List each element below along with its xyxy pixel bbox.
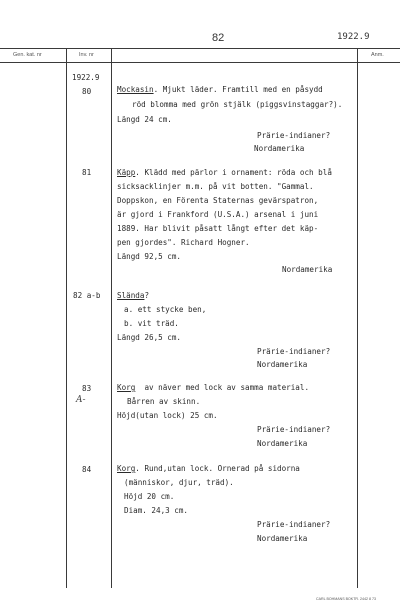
object-name: Slända bbox=[117, 291, 145, 300]
entry-83-region: Nordamerika bbox=[257, 439, 308, 448]
entry-82-region: Nordamerika bbox=[257, 360, 308, 369]
entry-text: . Rund,utan lock. Ornerad på sidorna bbox=[135, 464, 300, 473]
entry-84-origin: Prärie-indianer? bbox=[257, 520, 331, 529]
column-divider-3 bbox=[357, 48, 358, 588]
entry-81-line-1 bbox=[117, 167, 332, 179]
entry-83-origin: Prärie-indianer? bbox=[257, 425, 331, 434]
object-name: Käpp bbox=[117, 168, 136, 177]
entry-80-line-2: röd blomma med grön stjälk (piggsvinstaggar?). bbox=[132, 100, 343, 109]
entry-84-line-3: Höjd 20 cm. bbox=[124, 492, 175, 501]
entry-81-line-4: är gjord i Frankford (U.S.A.) arsenal i juni bbox=[117, 210, 319, 219]
page-date: 1922.9 bbox=[337, 32, 370, 42]
entry-80-origin: Prärie-indianer? bbox=[257, 131, 331, 140]
entry-83-line-2: Bårren av skinn. bbox=[127, 397, 201, 406]
entry-84-line-2: (människor, djur, träd). bbox=[124, 478, 234, 487]
entry-81-line-5: 1889. Har blivit påsatt långt efter det käp- bbox=[117, 224, 319, 233]
printer-imprint: CARL BOHMANS BOKTR. 2442 8 73 bbox=[316, 597, 376, 601]
object-name: Korg bbox=[117, 464, 136, 473]
entry-82-line-4: Längd 26,5 cm. bbox=[117, 333, 182, 342]
entry-text: . Klädd med pärlor i ornament: röda och blå bbox=[135, 168, 332, 177]
col-header-gen-kat-nr: Gen. kat. nr bbox=[13, 52, 42, 58]
entry-84-line-4: Diam. 24,3 cm. bbox=[124, 506, 189, 515]
inv-number-80: 80 bbox=[82, 87, 92, 96]
entry-81-line-7: Längd 92,5 cm. bbox=[117, 252, 182, 261]
entry-text: av näver med lock av samma material. bbox=[135, 383, 310, 392]
col-header-anm: Anm. bbox=[371, 52, 384, 58]
entry-83-line-1 bbox=[117, 382, 309, 394]
header-top-rule bbox=[0, 48, 400, 49]
year-marker: 1922.9 bbox=[72, 73, 100, 82]
entry-82-line-1 bbox=[117, 290, 149, 302]
column-divider-2 bbox=[111, 48, 112, 588]
entry-84-line-1 bbox=[117, 463, 300, 475]
col-header-inv-nr: Inv. nr bbox=[79, 52, 94, 58]
column-divider-1 bbox=[66, 48, 67, 588]
entry-81-line-6: pen gjordes". Richard Hogner. bbox=[117, 238, 250, 247]
page-number: 82 bbox=[212, 32, 225, 44]
entry-84-region: Nordamerika bbox=[257, 534, 308, 543]
inv-number-83: 83 bbox=[82, 384, 92, 393]
entry-80-region: Nordamerika bbox=[254, 144, 305, 153]
entry-81-line-3: Doppskon, en Förenta Staternas gevärspatron, bbox=[117, 196, 319, 205]
entry-82-line-3: b. vit träd. bbox=[124, 319, 179, 328]
entry-80-line-3: Längd 24 cm. bbox=[117, 115, 172, 124]
inv-number-81: 81 bbox=[82, 168, 92, 177]
inv-number-82: 82 a-b bbox=[73, 291, 101, 300]
entry-80-line-1 bbox=[117, 84, 323, 96]
entry-81-region: Nordamerika bbox=[282, 265, 333, 274]
inv-number-84: 84 bbox=[82, 465, 92, 474]
object-name: Korg bbox=[117, 383, 136, 392]
entry-text: ? bbox=[144, 291, 150, 300]
object-name: Mockasin bbox=[117, 85, 154, 94]
entry-82-origin: Prärie-indianer? bbox=[257, 347, 331, 356]
inv-handwritten-note: A- bbox=[76, 395, 86, 405]
entry-81-line-2: sicksacklinjer m.m. på vit botten. "Gammal. bbox=[117, 182, 314, 191]
entry-82-line-2: a. ett stycke ben, bbox=[124, 305, 207, 314]
entry-83-line-3: Höjd(utan lock) 25 cm. bbox=[117, 411, 218, 420]
header-bottom-rule bbox=[0, 62, 400, 63]
entry-text: . Mjukt läder. Framtill med en påsydd bbox=[153, 85, 323, 94]
